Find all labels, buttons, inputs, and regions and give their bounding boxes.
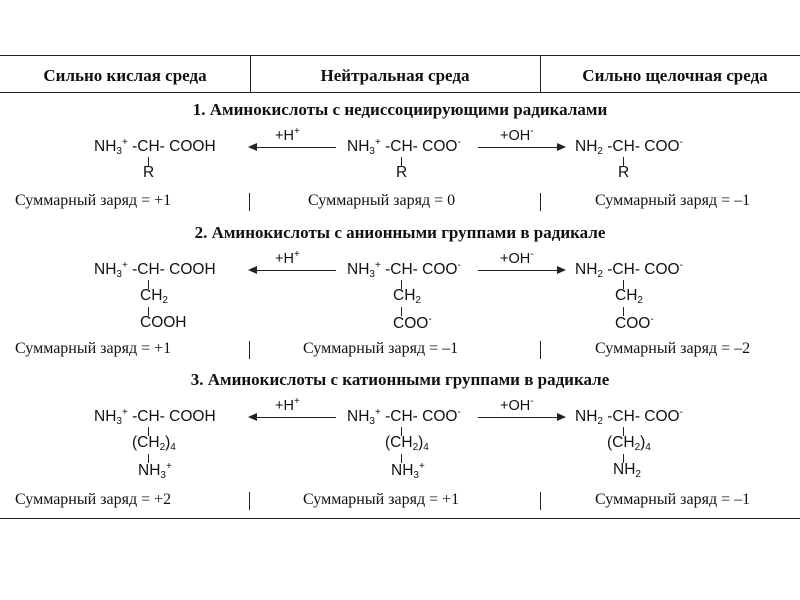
charge-1-neutral: Суммарный заряд = 0 <box>308 192 456 209</box>
formula-2-acid: $NH_3^+$ -CH- COOH <box>94 260 216 280</box>
label-proton-2: +H+ <box>275 249 300 267</box>
separator-1b <box>540 193 541 211</box>
section-2-title: 2. Аминокислоты с анионными группами в радикале <box>194 223 606 242</box>
formula-1-neutral: $NH_3^+$ -CH- COO- <box>347 137 461 157</box>
arrow-protonation-1 <box>250 147 336 148</box>
formula-3-acid: $NH_3^+$ -CH- COOH <box>94 407 216 427</box>
label-proton-1: +H+ <box>275 126 300 144</box>
formula-1-alkaline: $NH_2$ -CH- COO- <box>575 137 683 157</box>
header-acidic: Сильно кислая среда <box>43 66 207 85</box>
nh3-3-acid: $NH_3^+$ <box>138 461 172 481</box>
charge-2-alkaline: Суммарный заряд = –2 <box>595 340 751 357</box>
header-alkaline: Сильно щелочная среда <box>582 66 768 85</box>
charge-1-alkaline: Суммарный заряд = –1 <box>595 192 751 209</box>
separator-1a <box>249 193 250 211</box>
arrow-deprotonation-1 <box>478 147 564 148</box>
separator-2b <box>540 341 541 359</box>
section-1-title: 1. Аминокислоты с недиссоциирующими радикалами <box>192 100 608 119</box>
radical-1-alkaline: R <box>618 164 630 181</box>
arrow-protonation-3 <box>250 417 336 418</box>
charge-1-acid: Суммарный заряд = +1 <box>15 192 172 209</box>
ch2n-3-alkaline: $(CH_2)_4$ <box>607 434 651 453</box>
ch2-2-acid: $CH_2$ <box>140 287 168 306</box>
ch2n-3-neutral: $(CH_2)_4$ <box>385 434 429 453</box>
label-hydroxide-1: +OH- <box>500 126 534 144</box>
formula-2-alkaline: $NH_2$ -CH- COO- <box>575 260 683 280</box>
charge-3-neutral: Суммарный заряд = +1 <box>303 491 460 508</box>
nh3-3-neutral: $NH_3^+$ <box>391 461 425 481</box>
formula-1-acid: $NH_3^+$ -CH- COOH <box>94 137 216 157</box>
section-3-title: 3. Аминокислоты с катионными группами в радикале <box>190 370 610 389</box>
table-bottom-border <box>0 518 800 519</box>
arrow-deprotonation-2 <box>478 270 564 271</box>
header-divider-2 <box>540 55 541 92</box>
charge-3-alkaline: Суммарный заряд = –1 <box>595 491 751 508</box>
header-neutral: Нейтральная среда <box>320 66 470 85</box>
nh2-3-alkaline: $NH_2$ <box>613 461 641 480</box>
ch2-2-neutral: $CH_2$ <box>393 287 421 306</box>
separator-3b <box>540 492 541 510</box>
header-bottom-border <box>0 92 800 93</box>
charge-2-acid: Суммарный заряд = +1 <box>15 340 172 357</box>
separator-3a <box>249 492 250 510</box>
charge-3-acid: Суммарный заряд = +2 <box>15 491 172 508</box>
separator-2a <box>249 341 250 359</box>
table-top-border <box>0 55 800 56</box>
cooh-2-acid: COOH <box>140 314 187 331</box>
radical-1-acid: R <box>143 164 155 181</box>
label-hydroxide-3: +OH- <box>500 396 534 414</box>
coo-2-neutral: COO- <box>393 314 432 332</box>
arrow-protonation-2 <box>250 270 336 271</box>
radical-1-neutral: R <box>396 164 408 181</box>
formula-3-alkaline: $NH_2$ -CH- COO- <box>575 407 683 427</box>
label-hydroxide-2: +OH- <box>500 249 534 267</box>
ch2n-3-acid: $(CH_2)_4$ <box>132 434 176 453</box>
charge-2-neutral: Суммарный заряд = –1 <box>303 340 459 357</box>
formula-2-neutral: $NH_3^+$ -CH- COO- <box>347 260 461 280</box>
ch2-2-alkaline: $CH_2$ <box>615 287 643 306</box>
arrow-deprotonation-3 <box>478 417 564 418</box>
formula-3-neutral: $NH_3^+$ -CH- COO- <box>347 407 461 427</box>
coo-2-alkaline: COO- <box>615 314 654 332</box>
label-proton-3: +H+ <box>275 396 300 414</box>
